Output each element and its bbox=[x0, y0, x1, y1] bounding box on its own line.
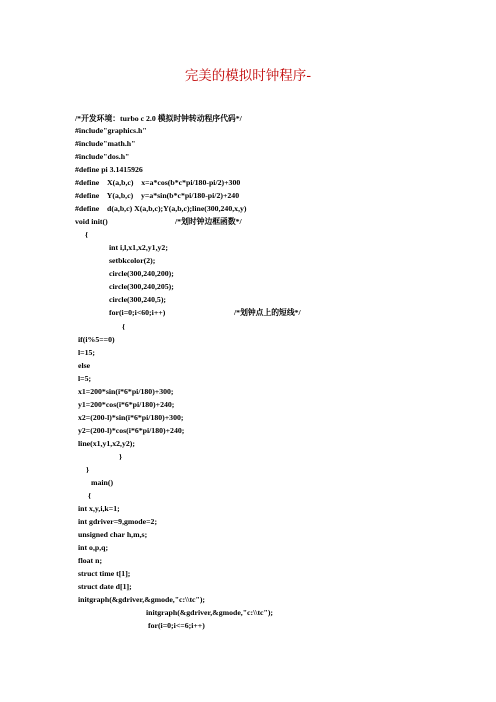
code-line: void init() bbox=[75, 217, 108, 226]
code-line: initgraph(&gdriver,&gmode,"c:\\tc"); bbox=[78, 595, 206, 604]
code-line: /*开发环境：turbo c 2.0 模拟时钟转动程序代码*/ bbox=[75, 114, 242, 123]
document-title: 完美的模拟时钟程序- bbox=[184, 68, 312, 84]
code-line: { bbox=[88, 491, 92, 500]
code-line: line(x1,y1,x2,y2); bbox=[78, 439, 135, 448]
code-line: { bbox=[85, 230, 89, 239]
code-line: l=5; bbox=[78, 374, 92, 383]
code-line: #define Y(a,b,c) y=a*sin(b*c*pi/180-pi/2)+240 bbox=[75, 191, 240, 200]
code-line: else bbox=[78, 361, 91, 370]
code-line: #define pi 3.1415926 bbox=[75, 165, 143, 174]
code-line: struct date d[1]; bbox=[78, 582, 132, 591]
code-line: int x,y,i,k=1; bbox=[78, 504, 120, 513]
code-line: #define X(a,b,c) x=a*cos(b*c*pi/180-pi/2)+300 bbox=[75, 178, 241, 187]
code-line: #include"graphics.h" bbox=[75, 126, 147, 135]
code-line: circle(300,240,200); bbox=[109, 269, 174, 278]
code-line: setbkcolor(2); bbox=[109, 256, 156, 265]
code-line: y1=200*cos(i*6*pi/180)+240; bbox=[78, 400, 175, 409]
code-line: initgraph(&gdriver,&gmode,"c:\\tc"); bbox=[146, 608, 274, 617]
code-line: } bbox=[86, 465, 90, 474]
code-line: l=15; bbox=[78, 348, 96, 357]
code-line: x1=200*sin(i*6*pi/180)+300; bbox=[78, 387, 174, 396]
code-line: #include"math.h" bbox=[75, 139, 136, 148]
code-line: circle(300,240,205); bbox=[109, 282, 174, 291]
code-line: float n; bbox=[78, 556, 103, 565]
code-line: struct time t[1]; bbox=[78, 569, 131, 578]
code-line: for(i=0;i<60;i++) bbox=[109, 308, 166, 317]
code-line: for(i=0;i<=6;i++) bbox=[148, 621, 205, 630]
code-line: if(i%5==0) bbox=[78, 335, 115, 344]
code-line: } bbox=[119, 452, 123, 461]
code-line: #define d(a,b,c) X(a,b,c);Y(a,b,c);line(300,240,x,y) bbox=[75, 204, 247, 213]
code-line: { bbox=[122, 322, 126, 331]
code-line: int gdriver=9,gmode=2; bbox=[78, 517, 158, 526]
code-line: circle(300,240,5); bbox=[109, 295, 167, 304]
code-line: #include"dos.h" bbox=[75, 152, 130, 161]
code-line: unsigned char h,m,s; bbox=[78, 530, 148, 539]
code-line: int i,l,x1,x2,y1,y2; bbox=[109, 243, 168, 252]
code-comment: /*划钟点上的短线*/ bbox=[234, 308, 301, 317]
code-line: y2=(200-l)*cos(i*6*pi/180)+240; bbox=[78, 426, 185, 435]
code-comment: /*划时钟边框函数*/ bbox=[175, 217, 242, 226]
code-line: main() bbox=[91, 478, 114, 487]
code-line: x2=(200-l)*sin(i*6*pi/180)+300; bbox=[78, 413, 184, 422]
code-line: int o,p,q; bbox=[78, 543, 109, 552]
